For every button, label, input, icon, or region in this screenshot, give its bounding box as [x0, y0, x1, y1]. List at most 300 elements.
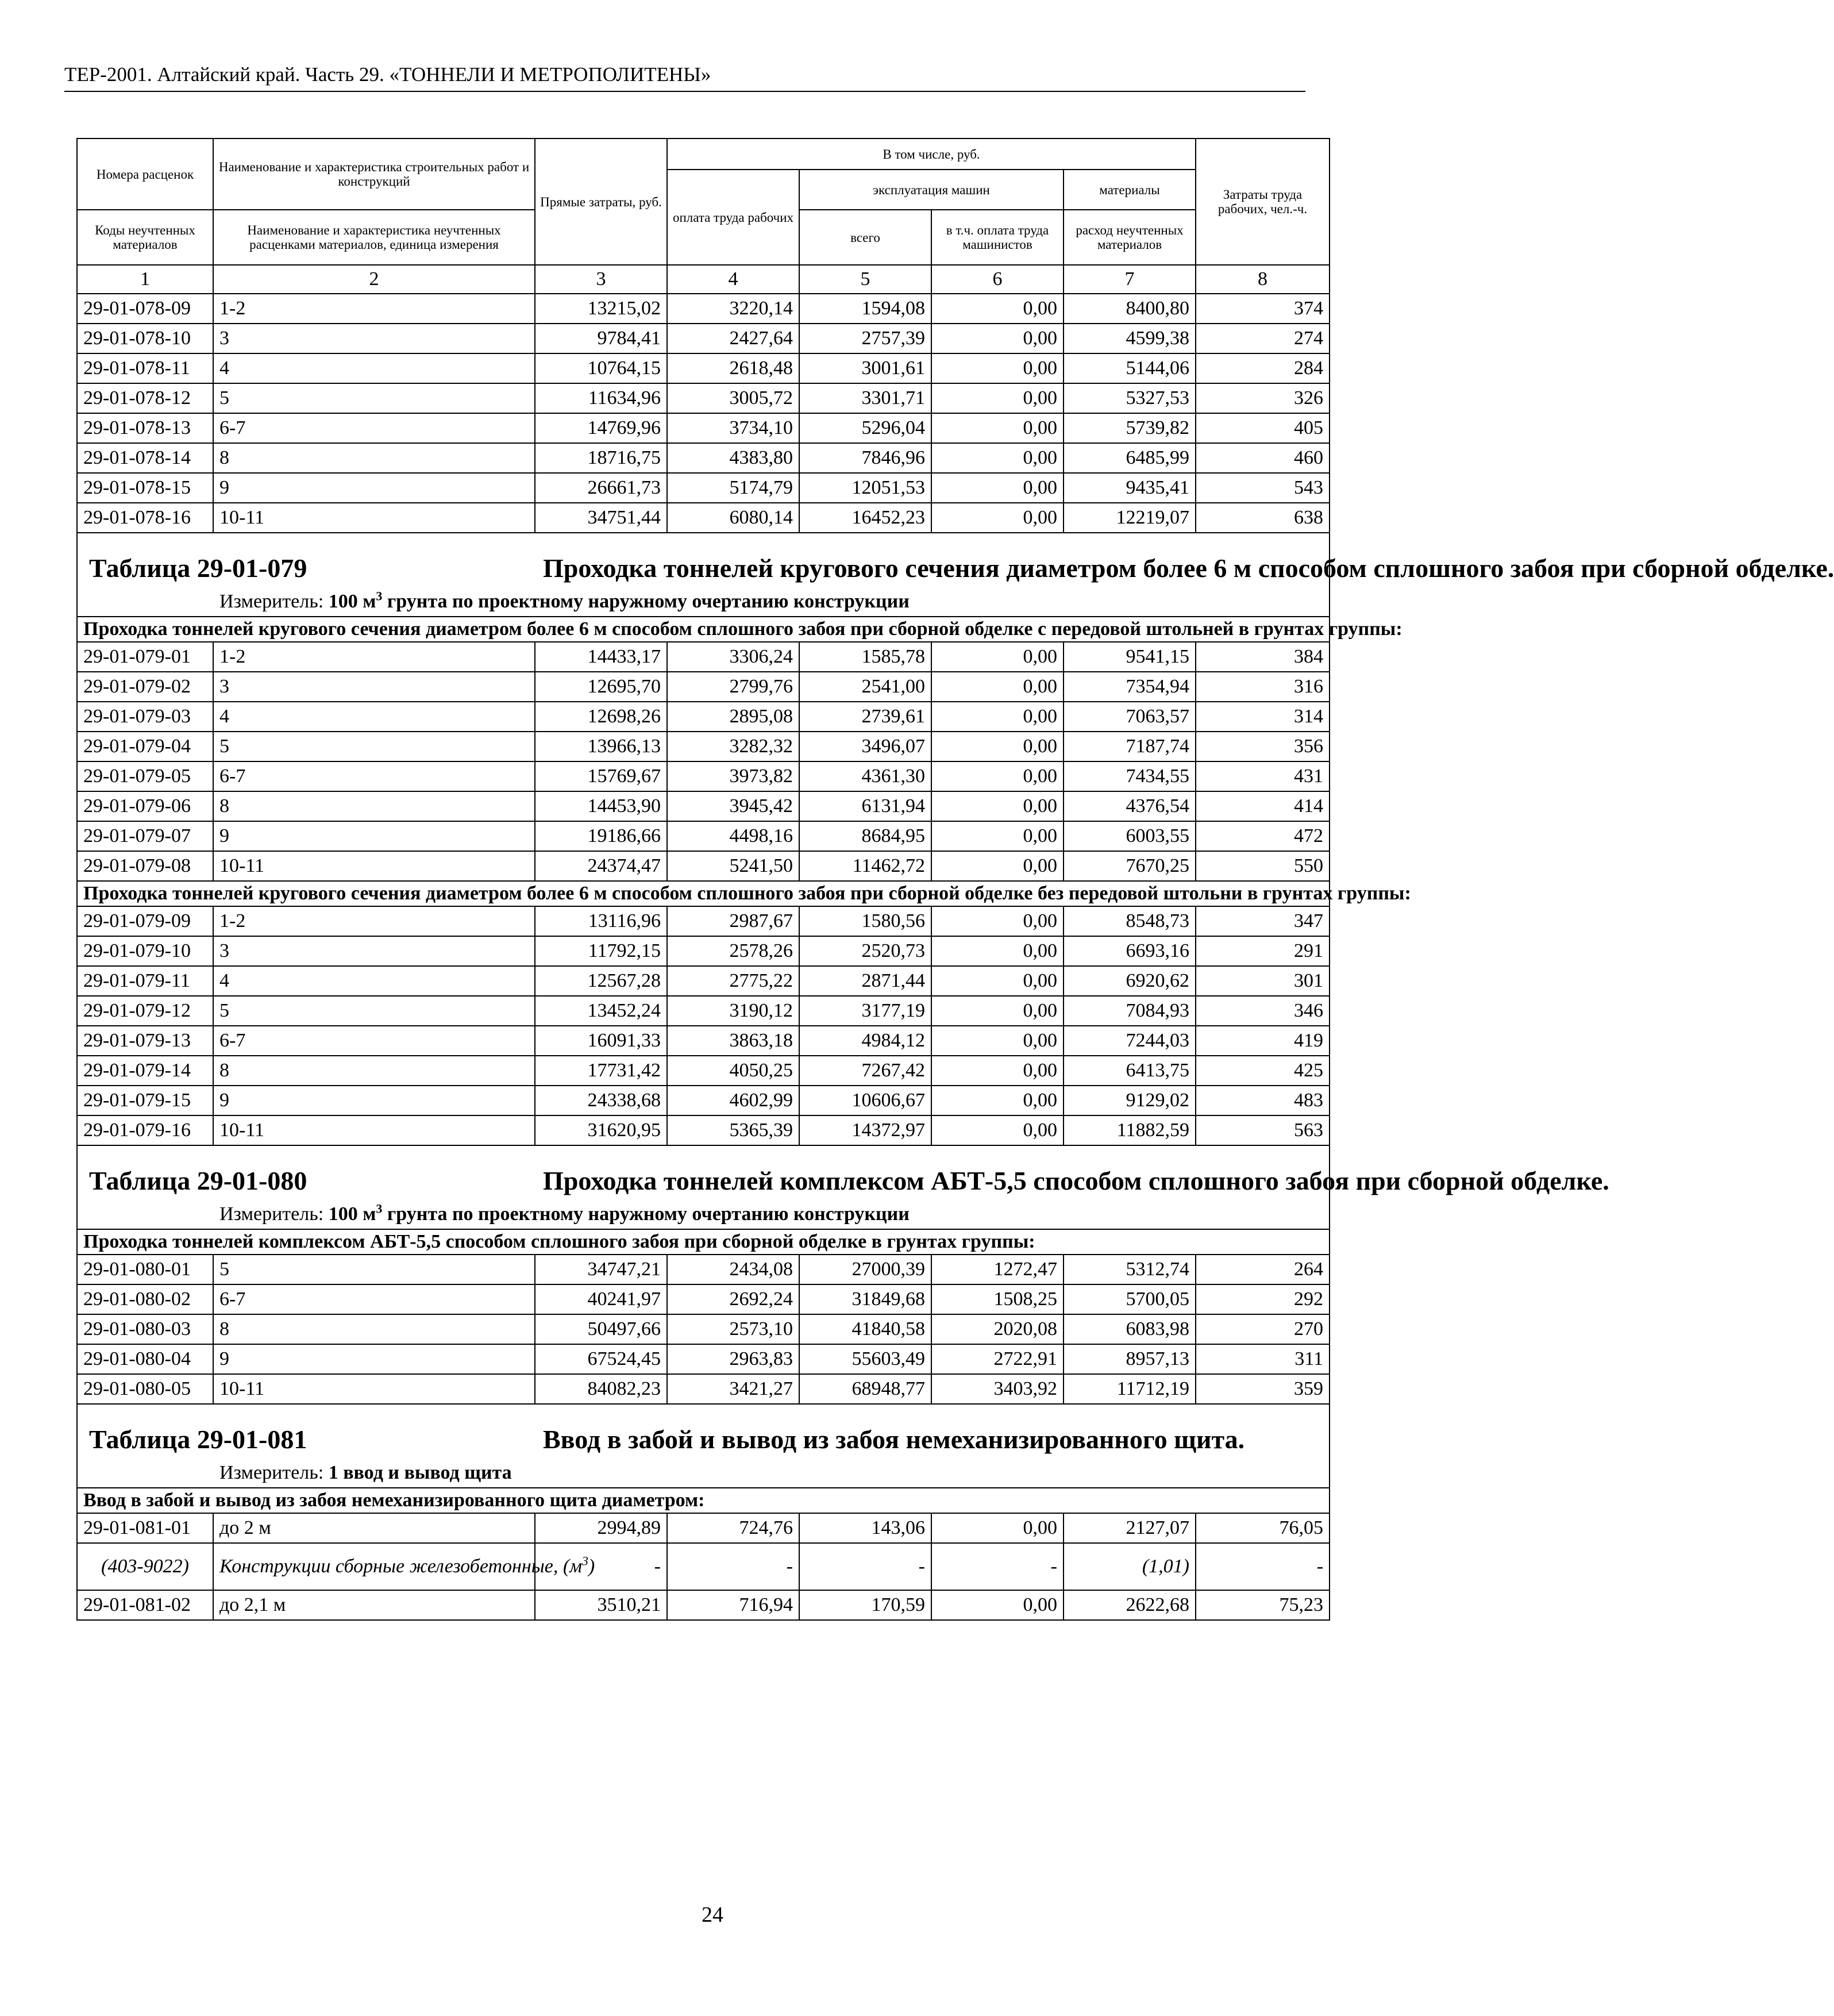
rate-code: 29-01-079-15: [77, 1086, 213, 1115]
rate-code: 29-01-078-16: [77, 503, 213, 533]
column-number: 4: [667, 265, 799, 294]
rate-code: 29-01-079-08: [77, 851, 213, 881]
material-machines-labor: -: [931, 1543, 1064, 1590]
machines-total: 12051,53: [799, 473, 931, 503]
table-row: [77, 1513, 1330, 1543]
labor-pay: 5365,39: [667, 1115, 799, 1145]
labor-pay: 5174,79: [667, 473, 799, 503]
material-row: [77, 1543, 1330, 1590]
labor-pay: 2434,08: [667, 1255, 799, 1284]
machines-labor: 0,00: [931, 851, 1064, 881]
rate-code: 29-01-079-03: [77, 702, 213, 732]
labor-pay: 2692,24: [667, 1284, 799, 1314]
page-header: ТЕР-2001. Алтайский край. Часть 29. «ТОННЕЛИ И МЕТРОПОЛИТЕНЫ»: [64, 62, 1305, 92]
material-code: (403-9022): [77, 1543, 213, 1590]
materials-cost: 7244,03: [1064, 1026, 1196, 1056]
group: 9: [213, 821, 535, 851]
machines-total: 2541,00: [799, 672, 931, 702]
labor-pay: 5241,50: [667, 851, 799, 881]
rate-code: 29-01-078-09: [77, 294, 213, 324]
materials-cost: 5700,05: [1064, 1284, 1196, 1314]
rate-code: 29-01-079-09: [77, 906, 213, 936]
machines-labor: 0,00: [931, 936, 1064, 966]
machines-labor: 0,00: [931, 383, 1064, 413]
labor-hours: 311: [1196, 1344, 1330, 1374]
direct-cost: 34747,21: [535, 1255, 667, 1284]
machines-labor: 0,00: [931, 996, 1064, 1026]
materials-cost: 9541,15: [1064, 642, 1196, 672]
machines-total: 1585,78: [799, 642, 931, 672]
material-labor-hours: -: [1196, 1543, 1330, 1590]
group: 1-2: [213, 294, 535, 324]
labor-pay: 724,76: [667, 1513, 799, 1543]
group: 6-7: [213, 413, 535, 443]
table-row: [77, 1314, 1330, 1344]
machines-labor: 0,00: [931, 642, 1064, 672]
group: 3: [213, 672, 535, 702]
group: 8: [213, 443, 535, 473]
table-row: [77, 353, 1330, 383]
materials-cost: 9435,41: [1064, 473, 1196, 503]
labor-hours: 431: [1196, 761, 1330, 791]
machines-labor: 0,00: [931, 324, 1064, 353]
labor-pay: 3734,10: [667, 413, 799, 443]
group: 5: [213, 732, 535, 761]
materials-cost: 9129,02: [1064, 1086, 1196, 1115]
labor-hours: 347: [1196, 906, 1330, 936]
header-materials: материалы: [1064, 170, 1196, 210]
header-machines-total: всего: [799, 210, 931, 265]
table-079-section-1: Проходка тоннелей кругового сечения диаметром более 6 м способом сплошного забоя при сборной обделке с передовой штольней в грунтах группы:: [77, 617, 1330, 642]
group: 9: [213, 473, 535, 503]
materials-cost: 6920,62: [1064, 966, 1196, 996]
labor-pay: 3190,12: [667, 996, 799, 1026]
direct-cost: 9784,41: [535, 324, 667, 353]
direct-cost: 13116,96: [535, 906, 667, 936]
rate-code: 29-01-080-01: [77, 1255, 213, 1284]
table-row: [77, 413, 1330, 443]
machines-labor: 0,00: [931, 1056, 1064, 1086]
rate-code: 29-01-078-15: [77, 473, 213, 503]
direct-cost: 26661,73: [535, 473, 667, 503]
rate-code: 29-01-080-02: [77, 1284, 213, 1314]
labor-pay: 3282,32: [667, 732, 799, 761]
machines-total: 3001,61: [799, 353, 931, 383]
direct-cost: 13215,02: [535, 294, 667, 324]
machines-labor: 2722,91: [931, 1344, 1064, 1374]
labor-hours: 543: [1196, 473, 1330, 503]
rate-code: 29-01-078-12: [77, 383, 213, 413]
labor-hours: 550: [1196, 851, 1330, 881]
header-codes-materials: Коды неучтенных материалов: [77, 210, 213, 265]
rate-code: 29-01-079-04: [77, 732, 213, 761]
group: 10-11: [213, 851, 535, 881]
materials-cost: 5312,74: [1064, 1255, 1196, 1284]
machines-total: 68948,77: [799, 1374, 931, 1404]
machines-labor: 3403,92: [931, 1374, 1064, 1404]
labor-hours: 301: [1196, 966, 1330, 996]
header-name: Наименование и характеристика строительных работ и конструкций: [213, 138, 535, 210]
direct-cost: 12695,70: [535, 672, 667, 702]
machines-total: 2739,61: [799, 702, 931, 732]
labor-hours: 359: [1196, 1374, 1330, 1404]
table-row: [77, 672, 1330, 702]
materials-cost: 5144,06: [1064, 353, 1196, 383]
labor-pay: 3005,72: [667, 383, 799, 413]
direct-cost: 50497,66: [535, 1314, 667, 1344]
header-direct: Прямые затраты, руб.: [535, 138, 667, 265]
labor-pay: 2799,76: [667, 672, 799, 702]
machines-labor: 0,00: [931, 1513, 1064, 1543]
materials-cost: 2622,68: [1064, 1590, 1196, 1620]
rate-code: 29-01-079-05: [77, 761, 213, 791]
machines-total: 5296,04: [799, 413, 931, 443]
machines-labor: 0,00: [931, 906, 1064, 936]
direct-cost: 2994,89: [535, 1513, 667, 1543]
column-number: 2: [213, 265, 535, 294]
machines-total: 143,06: [799, 1513, 931, 1543]
labor-hours: 472: [1196, 821, 1330, 851]
direct-cost: 15769,67: [535, 761, 667, 791]
table-row: [77, 324, 1330, 353]
machines-labor: 0,00: [931, 791, 1064, 821]
materials-cost: 7434,55: [1064, 761, 1196, 791]
materials-cost: 7187,74: [1064, 732, 1196, 761]
group: 5: [213, 383, 535, 413]
labor-hours: 274: [1196, 324, 1330, 353]
material-machines: -: [799, 1543, 931, 1590]
labor-hours: 419: [1196, 1026, 1330, 1056]
direct-cost: 13452,24: [535, 996, 667, 1026]
labor-pay: 6080,14: [667, 503, 799, 533]
group: 8: [213, 791, 535, 821]
labor-pay: 2895,08: [667, 702, 799, 732]
machines-labor: 0,00: [931, 473, 1064, 503]
materials-cost: 5327,53: [1064, 383, 1196, 413]
labor-pay: 4498,16: [667, 821, 799, 851]
group: 4: [213, 966, 535, 996]
machines-total: 7846,96: [799, 443, 931, 473]
rate-code: 29-01-079-12: [77, 996, 213, 1026]
materials-cost: 6413,75: [1064, 1056, 1196, 1086]
table-row: [77, 1056, 1330, 1086]
table-079-heading: [77, 533, 1834, 617]
table-row: [77, 761, 1330, 791]
header-codes: Номера расценок: [77, 138, 213, 210]
machines-total: 3177,19: [799, 996, 931, 1026]
table-row: [77, 642, 1330, 672]
machines-labor: 0,00: [931, 1086, 1064, 1115]
labor-hours: 384: [1196, 642, 1330, 672]
labor-hours: 284: [1196, 353, 1330, 383]
labor-hours: 425: [1196, 1056, 1330, 1086]
labor-hours: 314: [1196, 702, 1330, 732]
table-079-title: Проходка тоннелей кругового сечения диаметром более 6 м способом сплошного забоя при сборной обделке.: [543, 553, 1834, 583]
header-machines: эксплуатация машин: [799, 170, 1064, 210]
machines-total: 6131,94: [799, 791, 931, 821]
group: до 2 м: [213, 1513, 535, 1543]
machines-total: 4984,12: [799, 1026, 931, 1056]
table-081-section-1: Ввод в забой и вывод из забоя немеханизированного щита диаметром:: [77, 1488, 1330, 1513]
rate-code: 29-01-079-02: [77, 672, 213, 702]
page-number: 24: [702, 1903, 723, 1927]
table-row: [77, 936, 1330, 966]
rate-code: 29-01-080-04: [77, 1344, 213, 1374]
labor-pay: 2427,64: [667, 324, 799, 353]
machines-labor: 0,00: [931, 443, 1064, 473]
materials-cost: 2127,07: [1064, 1513, 1196, 1543]
rate-code: 29-01-078-13: [77, 413, 213, 443]
machines-labor: 0,00: [931, 1115, 1064, 1145]
group: до 2,1 м: [213, 1590, 535, 1620]
group: 5: [213, 1255, 535, 1284]
materials-cost: 6693,16: [1064, 936, 1196, 966]
rate-code: 29-01-081-01: [77, 1513, 213, 1543]
materials-cost: 7670,25: [1064, 851, 1196, 881]
labor-pay: 3945,42: [667, 791, 799, 821]
table-080-measure: Измеритель: 100 $м^3$ грунта по проектному наружному очертанию конструкции: [219, 1201, 910, 1225]
machines-labor: 0,00: [931, 503, 1064, 533]
labor-hours: 414: [1196, 791, 1330, 821]
machines-total: 16452,23: [799, 503, 931, 533]
direct-cost: 12567,28: [535, 966, 667, 996]
direct-cost: 11634,96: [535, 383, 667, 413]
direct-cost: 16091,33: [535, 1026, 667, 1056]
machines-total: 1594,08: [799, 294, 931, 324]
rate-code: 29-01-081-02: [77, 1590, 213, 1620]
material-labor-pay: -: [667, 1543, 799, 1590]
table-079-section-2: Проходка тоннелей кругового сечения диаметром более 6 м способом сплошного забоя при сборной обделке без передовой штольни в грунтах группы:: [77, 881, 1330, 906]
machines-total: 41840,58: [799, 1314, 931, 1344]
materials-cost: 8548,73: [1064, 906, 1196, 936]
group: 3: [213, 936, 535, 966]
machines-labor: 0,00: [931, 1026, 1064, 1056]
rate-code: 29-01-079-13: [77, 1026, 213, 1056]
labor-hours: 374: [1196, 294, 1330, 324]
labor-hours: 483: [1196, 1086, 1330, 1115]
machines-total: 14372,97: [799, 1115, 931, 1145]
table-080-label: Таблица 29-01-080: [89, 1166, 307, 1195]
labor-pay: 2573,10: [667, 1314, 799, 1344]
labor-pay: 2578,26: [667, 936, 799, 966]
labor-pay: 3863,18: [667, 1026, 799, 1056]
direct-cost: 14769,96: [535, 413, 667, 443]
material-name: Конструкции сборные железобетонные, $(м^3)$: [213, 1543, 535, 1590]
labor-pay: 4050,25: [667, 1056, 799, 1086]
rate-code: 29-01-079-06: [77, 791, 213, 821]
rate-code: 29-01-079-10: [77, 936, 213, 966]
header-including: В том числе, руб.: [667, 138, 1196, 170]
table-row: [77, 702, 1330, 732]
machines-total: 3301,71: [799, 383, 931, 413]
table-081-heading: [77, 1404, 1330, 1488]
labor-hours: 270: [1196, 1314, 1330, 1344]
labor-hours: 76,05: [1196, 1513, 1330, 1543]
table-081-label: Таблица 29-01-081: [89, 1425, 307, 1454]
labor-hours: 460: [1196, 443, 1330, 473]
rate-code: 29-01-078-10: [77, 324, 213, 353]
labor-pay: 4602,99: [667, 1086, 799, 1115]
labor-pay: 2618,48: [667, 353, 799, 383]
direct-cost: 24338,68: [535, 1086, 667, 1115]
machines-total: 27000,39: [799, 1255, 931, 1284]
direct-cost: 34751,44: [535, 503, 667, 533]
group: 6-7: [213, 1026, 535, 1056]
table-row: [77, 996, 1330, 1026]
table-079-label: Таблица 29-01-079: [89, 553, 307, 583]
group: 9: [213, 1344, 535, 1374]
machines-labor: 0,00: [931, 413, 1064, 443]
labor-hours: 326: [1196, 383, 1330, 413]
table-row: [77, 791, 1330, 821]
table-row: [77, 1255, 1330, 1284]
direct-cost: 10764,15: [535, 353, 667, 383]
machines-total: 2757,39: [799, 324, 931, 353]
materials-cost: 8957,13: [1064, 1344, 1196, 1374]
group: 5: [213, 996, 535, 1026]
table-row: [77, 1115, 1330, 1145]
column-number: 1: [77, 265, 213, 294]
table-080-section-1: Проходка тоннелей комплексом АБТ-5,5 способом сплошного забоя при сборной обделке в грунтах группы:: [77, 1229, 1330, 1255]
header-labor-hours: Затраты труда рабочих, чел.-ч.: [1196, 138, 1330, 265]
group: 8: [213, 1314, 535, 1344]
materials-cost: 11882,59: [1064, 1115, 1196, 1145]
labor-hours: 638: [1196, 503, 1330, 533]
machines-total: 7267,42: [799, 1056, 931, 1086]
labor-hours: 75,23: [1196, 1590, 1330, 1620]
table-row: [77, 732, 1330, 761]
table-079-measure: Измеритель: 100 $м^3$ грунта по проектному наружному очертанию конструкции: [219, 588, 910, 612]
machines-labor: 1272,47: [931, 1255, 1064, 1284]
machines-labor: 0,00: [931, 966, 1064, 996]
direct-cost: 13966,13: [535, 732, 667, 761]
direct-cost: 19186,66: [535, 821, 667, 851]
machines-total: 1580,56: [799, 906, 931, 936]
material-direct: -: [535, 1543, 667, 1590]
machines-total: 4361,30: [799, 761, 931, 791]
column-number: 3: [535, 265, 667, 294]
direct-cost: 18716,75: [535, 443, 667, 473]
column-number: 8: [1196, 265, 1330, 294]
direct-cost: 40241,97: [535, 1284, 667, 1314]
labor-hours: 264: [1196, 1255, 1330, 1284]
header-machines-labor: в т.ч. оплата труда машинистов: [931, 210, 1064, 265]
table-row: [77, 1374, 1330, 1404]
materials-cost: 4376,54: [1064, 791, 1196, 821]
machines-labor: 0,00: [931, 1590, 1064, 1620]
machines-labor: 1508,25: [931, 1284, 1064, 1314]
direct-cost: 24374,47: [535, 851, 667, 881]
table-row: [77, 1590, 1330, 1620]
column-number: 5: [799, 265, 931, 294]
table-row: [77, 851, 1330, 881]
materials-cost: 6083,98: [1064, 1314, 1196, 1344]
machines-labor: 0,00: [931, 821, 1064, 851]
labor-hours: 405: [1196, 413, 1330, 443]
group: 1-2: [213, 906, 535, 936]
table-row: [77, 503, 1330, 533]
group: 4: [213, 353, 535, 383]
materials-cost: 12219,07: [1064, 503, 1196, 533]
materials-cost: 11712,19: [1064, 1374, 1196, 1404]
machines-labor: 0,00: [931, 761, 1064, 791]
rate-code: 29-01-079-14: [77, 1056, 213, 1086]
machines-labor: 0,00: [931, 294, 1064, 324]
table-081-measure: Измеритель: 1 ввод и вывод щита: [219, 1462, 512, 1483]
machines-total: 11462,72: [799, 851, 931, 881]
direct-cost: 17731,42: [535, 1056, 667, 1086]
machines-labor: 2020,08: [931, 1314, 1064, 1344]
group: 10-11: [213, 1115, 535, 1145]
labor-pay: 716,94: [667, 1590, 799, 1620]
machines-labor: 0,00: [931, 702, 1064, 732]
direct-cost: 84082,23: [535, 1374, 667, 1404]
machines-labor: 0,00: [931, 672, 1064, 702]
labor-pay: 2775,22: [667, 966, 799, 996]
table-080-heading: [77, 1145, 1609, 1229]
labor-hours: 563: [1196, 1115, 1330, 1145]
table-081-title: Ввод в забой и вывод из забоя немеханизированного щита.: [543, 1425, 1245, 1454]
materials-cost: 6003,55: [1064, 821, 1196, 851]
rate-code: 29-01-080-03: [77, 1314, 213, 1344]
machines-total: 2871,44: [799, 966, 931, 996]
materials-cost: 8400,80: [1064, 294, 1196, 324]
materials-cost: 5739,82: [1064, 413, 1196, 443]
materials-cost: 7354,94: [1064, 672, 1196, 702]
labor-hours: 346: [1196, 996, 1330, 1026]
direct-cost: 14453,90: [535, 791, 667, 821]
group: 6-7: [213, 761, 535, 791]
rate-code: 29-01-079-11: [77, 966, 213, 996]
rate-code: 29-01-080-05: [77, 1374, 213, 1404]
header-name-materials: Наименование и характеристика неучтенных расценками материалов, единица измерения: [213, 210, 535, 265]
group: 4: [213, 702, 535, 732]
column-number: 7: [1064, 265, 1196, 294]
header-materials-cost: расход неучтенных материалов: [1064, 210, 1196, 265]
labor-hours: 292: [1196, 1284, 1330, 1314]
machines-labor: 0,00: [931, 732, 1064, 761]
labor-hours: 291: [1196, 936, 1330, 966]
direct-cost: 14433,17: [535, 642, 667, 672]
table-row: [77, 1344, 1330, 1374]
direct-cost: 12698,26: [535, 702, 667, 732]
table-080-title: Проходка тоннелей комплексом АБТ-5,5 способом сплошного забоя при сборной обделке.: [543, 1166, 1609, 1195]
group: 10-11: [213, 503, 535, 533]
header-labor-pay: оплата труда рабочих: [667, 170, 799, 265]
direct-cost: 11792,15: [535, 936, 667, 966]
table-row: [77, 443, 1330, 473]
table-row: [77, 294, 1330, 324]
direct-cost: 67524,45: [535, 1344, 667, 1374]
labor-pay: 2963,83: [667, 1344, 799, 1374]
table-row: [77, 1026, 1330, 1056]
group: 9: [213, 1086, 535, 1115]
labor-pay: 2987,67: [667, 906, 799, 936]
column-number: 6: [931, 265, 1064, 294]
group: 6-7: [213, 1284, 535, 1314]
table-row: [77, 966, 1330, 996]
material-quantity: (1,01): [1064, 1543, 1196, 1590]
labor-hours: 316: [1196, 672, 1330, 702]
machines-total: 31849,68: [799, 1284, 931, 1314]
machines-total: 10606,67: [799, 1086, 931, 1115]
labor-pay: 3306,24: [667, 642, 799, 672]
direct-cost: 31620,95: [535, 1115, 667, 1145]
labor-hours: 356: [1196, 732, 1330, 761]
rate-code: 29-01-079-07: [77, 821, 213, 851]
machines-total: 2520,73: [799, 936, 931, 966]
rate-code: 29-01-078-14: [77, 443, 213, 473]
